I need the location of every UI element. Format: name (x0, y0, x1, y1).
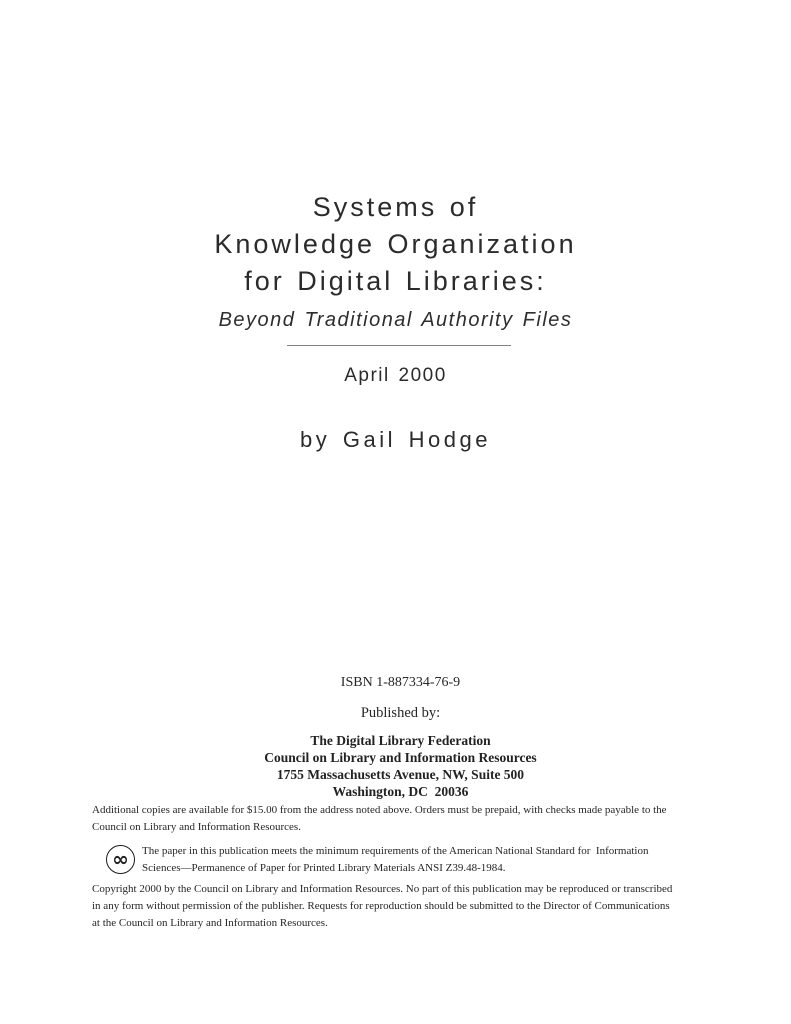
publisher-city-zip: Washington, DC 20036 (332, 784, 469, 799)
publication-date: April 2000 (344, 365, 447, 386)
publisher-street-address: 1755 Massachusetts Avenue, NW, Suite 500 (276, 767, 525, 782)
text-line: Council on Library and Information Resources. (92, 821, 301, 834)
text-line: in any form without permission of the publisher. Requests for reproduction should be submitted to the Director of Communications (92, 900, 670, 913)
title-line-1: Systems of (312, 192, 479, 222)
book-title (0, 189, 791, 300)
text-line: Copyright 2000 by the Council on Library and Information Resources. No part of this publication may be reproduced or transcribed (92, 883, 673, 895)
text-line: Sciences—Permanence of Paper for Printed Library Materials ANSI Z39.48-1984. (142, 862, 506, 875)
book-subtitle: Beyond Traditional Authority Files (218, 309, 573, 331)
isbn-number: ISBN 1-887334-76-9 (340, 675, 461, 690)
copyright-notice-paragraph (92, 881, 732, 933)
text-line: at the Council on Library and Information Resources. (92, 917, 328, 930)
publisher-name: The Digital Library Federation (310, 733, 491, 748)
author-byline: by Gail Hodge (300, 427, 491, 452)
permanent-paper-icon (106, 845, 135, 874)
title-divider-line (287, 345, 511, 346)
title-line-2: Knowledge Organization (214, 229, 577, 259)
paper-standard-text (142, 843, 648, 877)
text-line: Additional copies are available for $15.00 from the address noted above. Orders must be prepaid, with checks made payable to the (92, 804, 667, 816)
title-line-3: for Digital Libraries: (244, 266, 547, 296)
text-line: The paper in this publication meets the minimum requirements of the American National Standard for Information (142, 845, 649, 857)
infinity-glyph: ∞ (112, 846, 129, 871)
paper-standard-notice (106, 843, 648, 877)
ordering-info-paragraph (92, 802, 732, 836)
publisher-block (10, 732, 791, 800)
published-by-label: Published by: (360, 705, 441, 721)
publisher-organization: Council on Library and Information Resources (264, 750, 537, 765)
